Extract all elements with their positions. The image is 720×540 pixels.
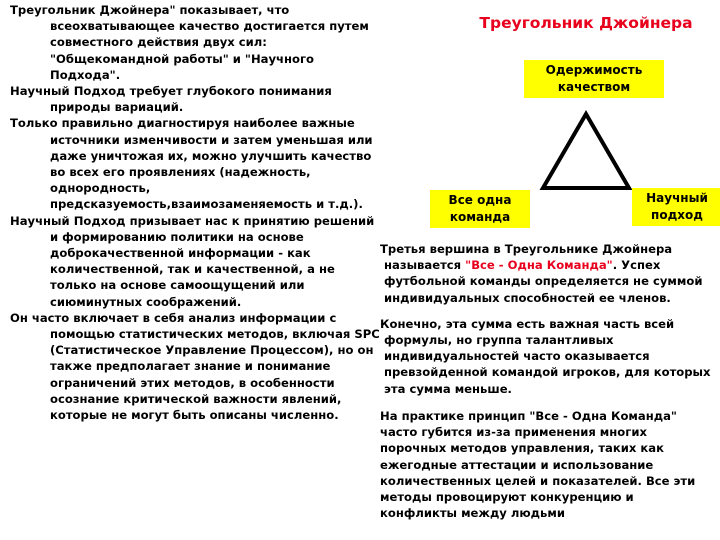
left-paragraph-4: Научный Подход призывает нас к принятию решений и формированию политики на основе доброкачественной информации - как количественной, так и качественной, а не только на основе самоощущений или сиюминутных соображений. <box>10 213 375 309</box>
bottom-paragraph: На практике принцип "Все - Одна Команда" часто губится из-за применения многих порочных методов управления, таких как ежегодные аттестации и использование количественных целей и показателей. Все эти методы провоцируют конкуренцию и конфликты между людьми <box>380 409 696 521</box>
left-paragraph-3: Только правильно диагностируя наиболее важные источники изменчивости и затем уменьшая или даже уничтожая их, можно улучшить качество во всех его проявлениях (надежность, однородность, предсказуемость,взаимозаменяемость и т.д.). <box>10 116 373 212</box>
left-paragraph-5: Он часто включает в себя анализ информации с помощью статистических методов, включая SPC (Статистическое Управление Процессом), но он также предполагает знание и понимание ограничений этих методов, в особенности осознание критической важности явлений, которые не могут быть описаны численно. <box>10 310 380 423</box>
vertex-label-scientific-approach: Научный подход <box>632 188 720 226</box>
right-text-column <box>376 241 716 407</box>
right-paragraph-1-start: Третья вершина в Треугольнике Джойнера называется <box>380 242 673 273</box>
slide-title: Треугольник Джойнера <box>479 14 693 32</box>
left-paragraph-2: Научный Подход требует глубокого понимания природы вариаций. <box>10 84 332 115</box>
right-paragraph-1-end: . Успех футбольной команды определяется не суммой индивидуальных способностей ее членов. <box>384 258 703 305</box>
one-team-highlight: "Все - Одна Команда" <box>465 258 613 273</box>
vertex-label-one-team: Все одна команда <box>430 190 530 228</box>
vertex-label-quality: Одержимость качеством <box>524 60 664 98</box>
left-paragraph-1: Треугольник Джойнера" показывает, что всеохватывающее качество достигается путем совместного действия двух сил: "Общекомандной работы" и "Научного Подхода". <box>10 3 369 82</box>
right-paragraph-1 <box>376 241 716 306</box>
right-paragraph-2: Конечно, эта сумма есть важная часть всей формулы, но группа талантливых индивидуальностей часто оказывается превзойденной командой игроков, для которых эта сумма меньше. <box>380 316 711 396</box>
joiner-triangle-diagram <box>535 108 637 194</box>
triangle-shape <box>543 114 629 188</box>
left-text-column <box>6 2 382 423</box>
